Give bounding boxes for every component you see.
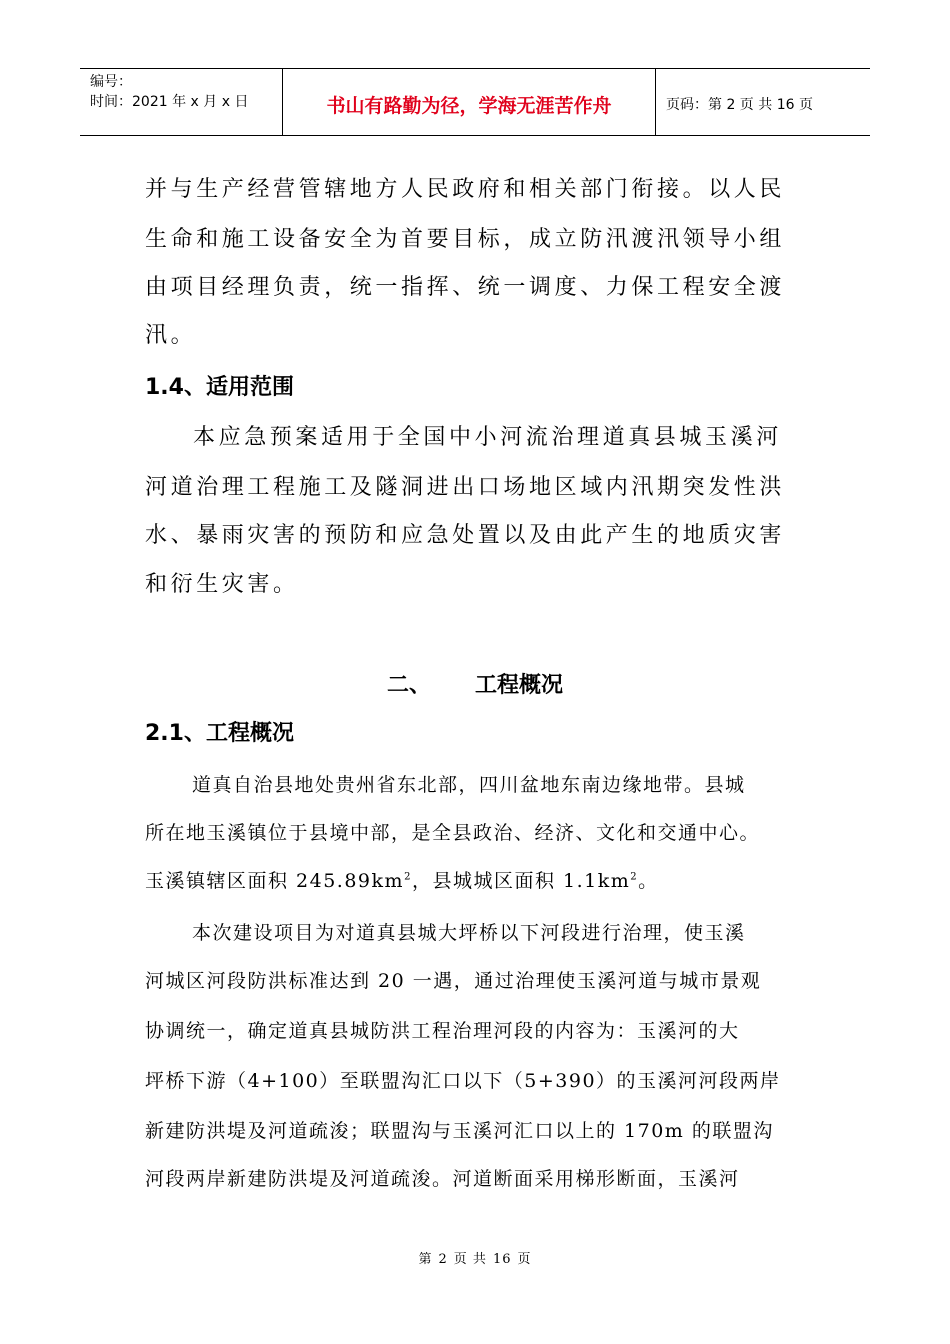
paragraph-line: 道真自治县地处贵州省东北部，四川盆地东南边缘地带。县城 [192,774,746,796]
paragraph-line: 河段两岸新建防洪堤及河道疏浚。河道断面采用梯形断面，玉溪河 [145,1168,740,1190]
footer-suffix: 页 [517,1252,532,1267]
footer-total-pages: 16 [492,1252,512,1267]
page-header [80,68,870,136]
superscript: 2 [630,871,639,883]
paragraph-line: 河城区河段防洪标准达到 20 一遇，通过治理使玉溪河道与城市景观 [145,970,762,992]
chapter-title: 工程概况 [475,673,564,698]
document-date: 时间：2021 年 x 月 x 日 [90,94,249,110]
header-meta [80,69,283,135]
paragraph-line: 并与生产经营管辖地方人民政府和相关部门衔接。以人民 [145,177,786,202]
paragraph-line: 水、暴雨灾害的预防和应急处置以及由此产生的地质灾害 [145,523,786,548]
paragraph-line: 河道治理工程施工及隧洞进出口场地区域内汛期突发性洪 [145,475,786,500]
paragraph-line: 汛。 [145,323,197,348]
chapter-number: 二、 [386,673,431,698]
footer-page-number: 2 [438,1252,448,1267]
section-heading-1-4: 1.4、适用范围 [145,375,294,400]
paragraph-line: 坪桥下游（4+100）至联盟沟汇口以下（5+390）的玉溪河河段两岸 [145,1070,781,1092]
paragraph-line: 和衍生灾害。 [145,572,299,597]
header-page-info: 页码：第 2 页 共 16 页 [666,97,813,113]
superscript: 2 [404,871,412,883]
paragraph-line: 所在地玉溪镇位于县境中部，是全县政治、经济、文化和交通中心。 [145,822,761,844]
footer-mid: 页 共 [453,1252,487,1267]
page-footer [0,1248,950,1267]
paragraph-line: 本次建设项目为对道真县城大坪桥以下河段进行治理，使玉溪 [192,922,746,944]
area-text: ，县城城区面积 1.1km [411,870,631,892]
paragraph-line [145,866,659,893]
paragraph-line: 由项目经理负责，统一指挥、统一调度、力保工程安全渡 [145,275,786,300]
chapter-heading [0,668,950,699]
paragraph-line: 协调统一，确定道真县城防洪工程治理河段的内容为：玉溪河的大 [145,1020,740,1042]
area-text: 玉溪镇辖区面积 245.89km [145,870,405,892]
footer-prefix: 第 [418,1252,433,1267]
area-text: 。 [638,870,659,892]
paragraph-line: 新建防洪堤及河道疏浚；联盟沟与玉溪河汇口以上的 170m 的联盟沟 [145,1120,774,1142]
paragraph-line: 本应急预案适用于全国中小河流治理道真县城玉溪河 [193,425,782,450]
section-heading-2-1: 2.1、工程概况 [145,721,294,746]
paragraph-line: 生命和施工设备安全为首要目标，成立防汛渡汛领导小组 [145,227,786,252]
header-motto: 书山有路勤为径，学海无涯苦作舟 [283,69,656,135]
document-number-label: 编号： [90,74,132,90]
